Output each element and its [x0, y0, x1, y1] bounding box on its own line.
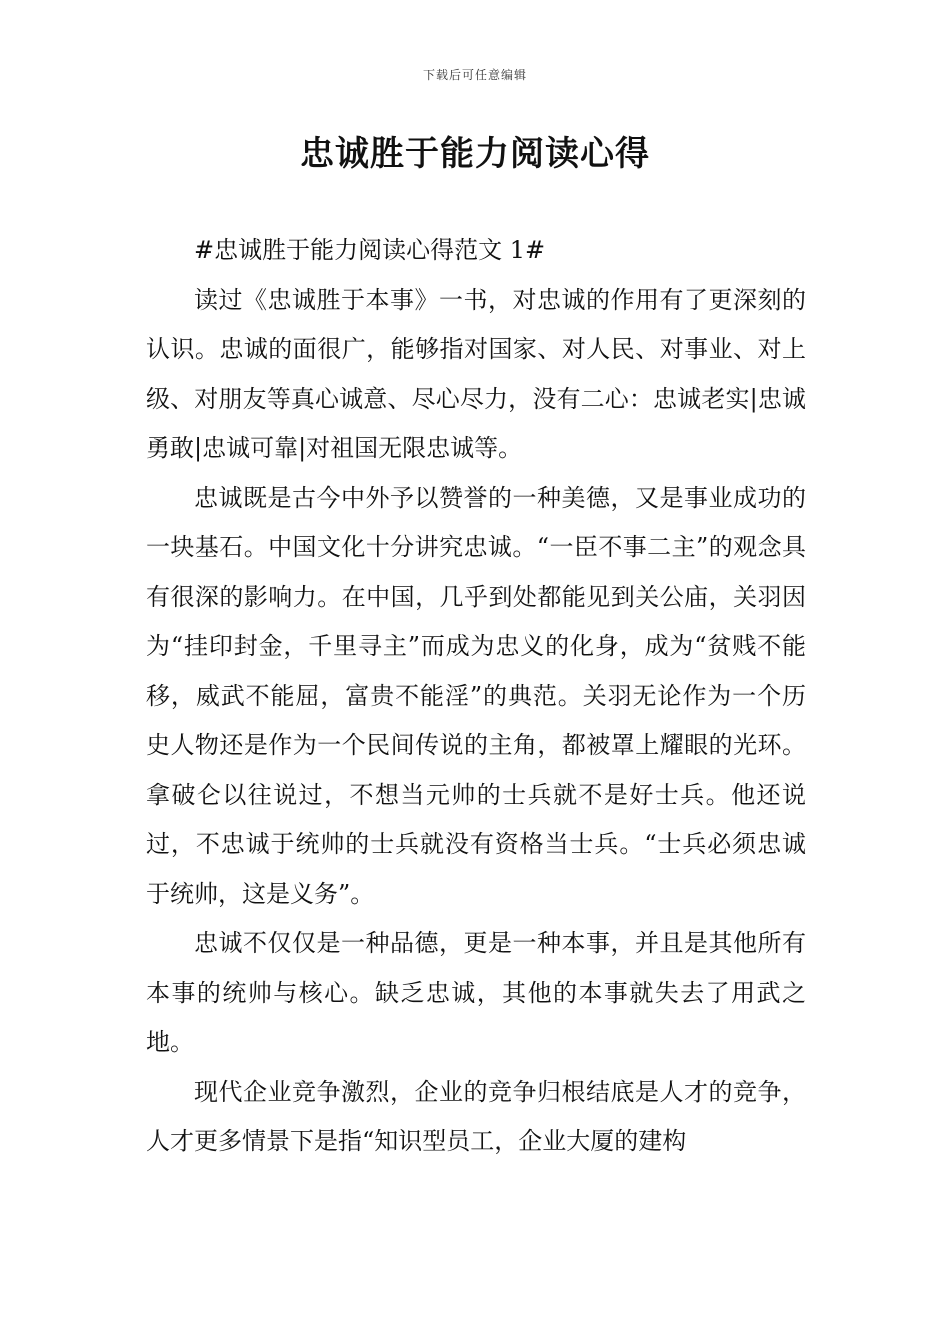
document-title: 忠诚胜于能力阅读心得 — [300, 134, 650, 174]
paragraph: 忠诚不仅仅是一种品德，更是一种本事，并且是其他所有本事的统帅与核心。缺乏忠诚，其他的本事就失去了用武之地。 — [146, 929, 806, 1056]
paragraph: 现代企业竞争激烈，企业的竞争归根结底是人才的竞争，人才更多情景下是指“知识型员工，企业大厦的建构 — [146, 1077, 806, 1155]
document-body — [146, 226, 806, 1167]
paragraph: 读过《忠诚胜于本事》一书，对忠诚的作用有了更深刻的认识。忠诚的面很广，能够指对国家、对人民、对事业、对上级、对朋友等真心诚意、尽心尽力，没有二心：忠诚老实|忠诚勇敢|忠诚可靠|对祖国无限忠诚等。 — [146, 285, 806, 462]
paragraph-heading: #忠诚胜于能力阅读心得范文 1# — [194, 236, 546, 264]
header-note: 下载后可任意编辑 — [422, 68, 527, 82]
paragraph: 忠诚既是古今中外予以赞誉的一种美德，又是事业成功的一块基石。中国文化十分讲究忠诚。“一臣不事二主”的观念具有很深的影响力。在中国，几乎到处都能见到关公庙，关羽因为“挂印封金，千里寻主”而成为忠义的化身，成为“贫贱不能移，威武不能屈，富贵不能淫”的典范。关羽无论作为一个历史人物还是作为一个民间传说的主角，都被罩上耀眼的光环。拿破仑以往说过，不想当元帅的士兵就不是好士兵。他还说过，不忠诚于统帅的士兵就没有资格当士兵。“士兵必须忠诚于统帅，这是义务”。 — [146, 483, 806, 908]
